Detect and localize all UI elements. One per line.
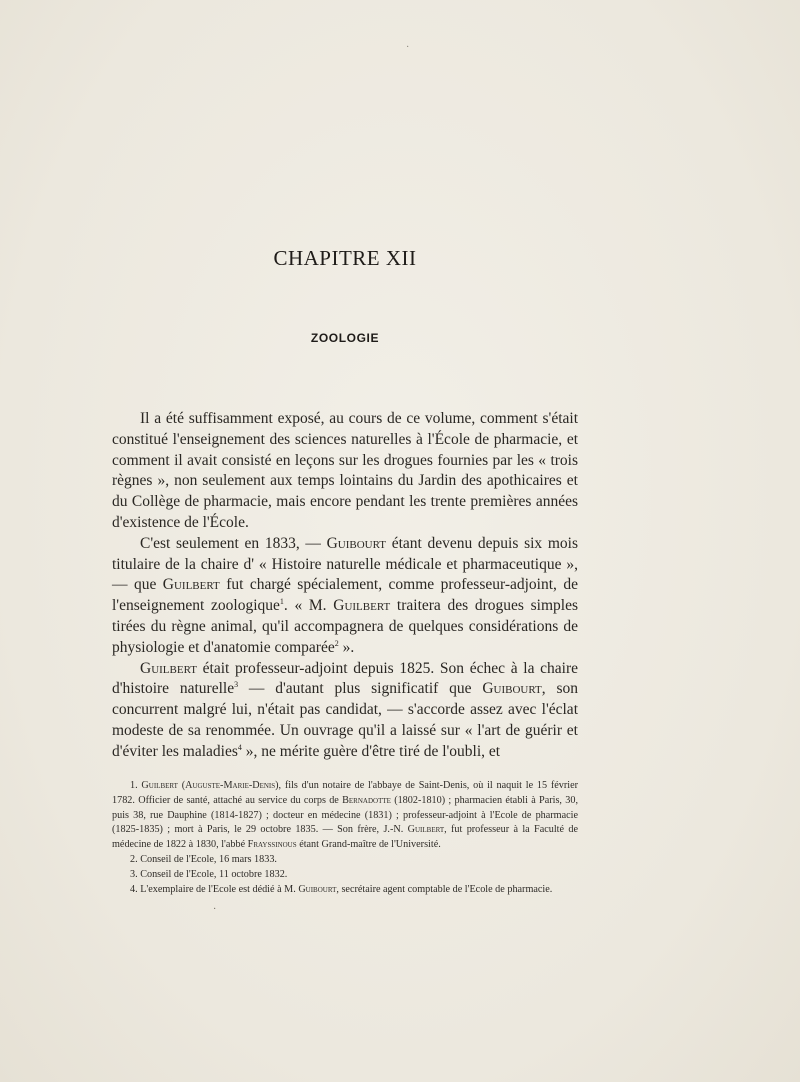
text-run: », ne mérite guère d'être tiré de l'oubli, et	[241, 742, 501, 760]
text-run: (1802-1810) ; pharmacien établi à Paris, 30, puis 38, rue Dauphine (1814-1827) ; docteur en médecine (1831) ; professeur-adjoint à l'Ecole de pharmacie (1825-1835) ; mort à Paris, le 29 octobre 1835. — Son frère, J.-N.	[112, 794, 578, 836]
text-run: fut chargé spécialement, comme professeur-adjoint, de l'enseignement zoologique	[112, 576, 578, 615]
text-run: 1.	[130, 780, 142, 791]
section-title: ZOOLOGIE	[310, 331, 380, 345]
text-run: , fut professeur à la Faculté de médecine de 1822 à 1830, l'abbé	[112, 824, 578, 851]
person-name: Guilbert	[141, 780, 178, 791]
text-run: étant Grand-maître de l'Université.	[296, 839, 441, 851]
body-text	[112, 409, 578, 763]
footnote-ref: 1	[279, 597, 284, 607]
person-name: Guilbert	[333, 597, 391, 615]
footnotes	[112, 779, 578, 897]
text-run: . « M.	[283, 597, 334, 615]
person-name: Frayssinous	[247, 839, 297, 851]
text-run: traitera des drogues simples tirées du règne animal, qu'il accompagnera de quelques considérations de physiologie et d'anatomie comparée	[112, 597, 578, 656]
person-name: Bernadotte	[342, 794, 391, 806]
paper-speck: ·	[213, 904, 217, 915]
text-run: (	[177, 780, 186, 791]
text-run: étant devenu depuis six mois titulaire de la chaire d' « Histoire naturelle médicale et pharmaceutique », — que	[112, 534, 578, 594]
person-name: Guilbert	[140, 659, 197, 677]
footnote-ref: 2	[334, 638, 339, 648]
paper-speck: ·	[406, 42, 410, 53]
chapter-title: CHAPITRE XII	[273, 246, 417, 270]
footnote-1	[112, 779, 578, 853]
paragraph-2	[112, 534, 578, 659]
person-name: Guilbert	[162, 576, 220, 594]
footnote-2: 2. Conseil de l'Ecole, 16 mars 1833.	[130, 853, 277, 865]
person-name: Guibourt	[326, 534, 387, 552]
footnote-3: 3. Conseil de l'Ecole, 11 octobre 1832.	[130, 868, 288, 880]
footnote-4	[112, 883, 578, 898]
paragraph-3	[112, 659, 578, 763]
person-name: Guilbert	[407, 824, 445, 836]
footnote-ref: 3	[234, 680, 239, 690]
text-run: était professeur-adjoint depuis 1825. Son échec à la chaire d'histoire naturelle	[112, 659, 578, 698]
person-name: Auguste-Marie-Denis	[185, 780, 276, 791]
text-run: 4. L'exemplaire de l'Ecole est dédié à M.	[130, 883, 299, 895]
text-run: C'est seulement en 1833, —	[140, 534, 327, 552]
text-run: ».	[338, 638, 355, 656]
text-run: ), fils d'un notaire de l'abbaye de Saint-Denis, où il naquit le 15 février 1782. Officier de santé, attaché au service du corps de	[112, 780, 578, 806]
person-name: Guibourt	[482, 680, 542, 698]
text-run: — d'autant plus significatif que	[238, 680, 483, 698]
footnote-ref: 4	[237, 742, 242, 752]
paragraph-1: Il a été suffisamment exposé, au cours de ce volume, comment s'était constitué l'enseignement des sciences naturelles à l'École de pharmacie, et comment il avait consisté en leçons sur les drogues fournies par les « trois règnes », non seulement aux temps lointains du Jardin des apothicaires et du Collège de pharmacie, mais encore pendant les trente premières années d'existence de l'École.	[112, 410, 578, 531]
text-run: , secrétaire agent comptable de l'Ecole de pharmacie.	[336, 883, 553, 895]
text-run: , son concurrent malgré lui, n'était pas candidat, — s'accorde assez avec l'éclat modeste de sa renommée. Un ouvrage qu'il a laissé sur « l'art de guérir et d'éviter les maladies	[112, 680, 578, 760]
person-name: Guibourt	[298, 883, 337, 895]
